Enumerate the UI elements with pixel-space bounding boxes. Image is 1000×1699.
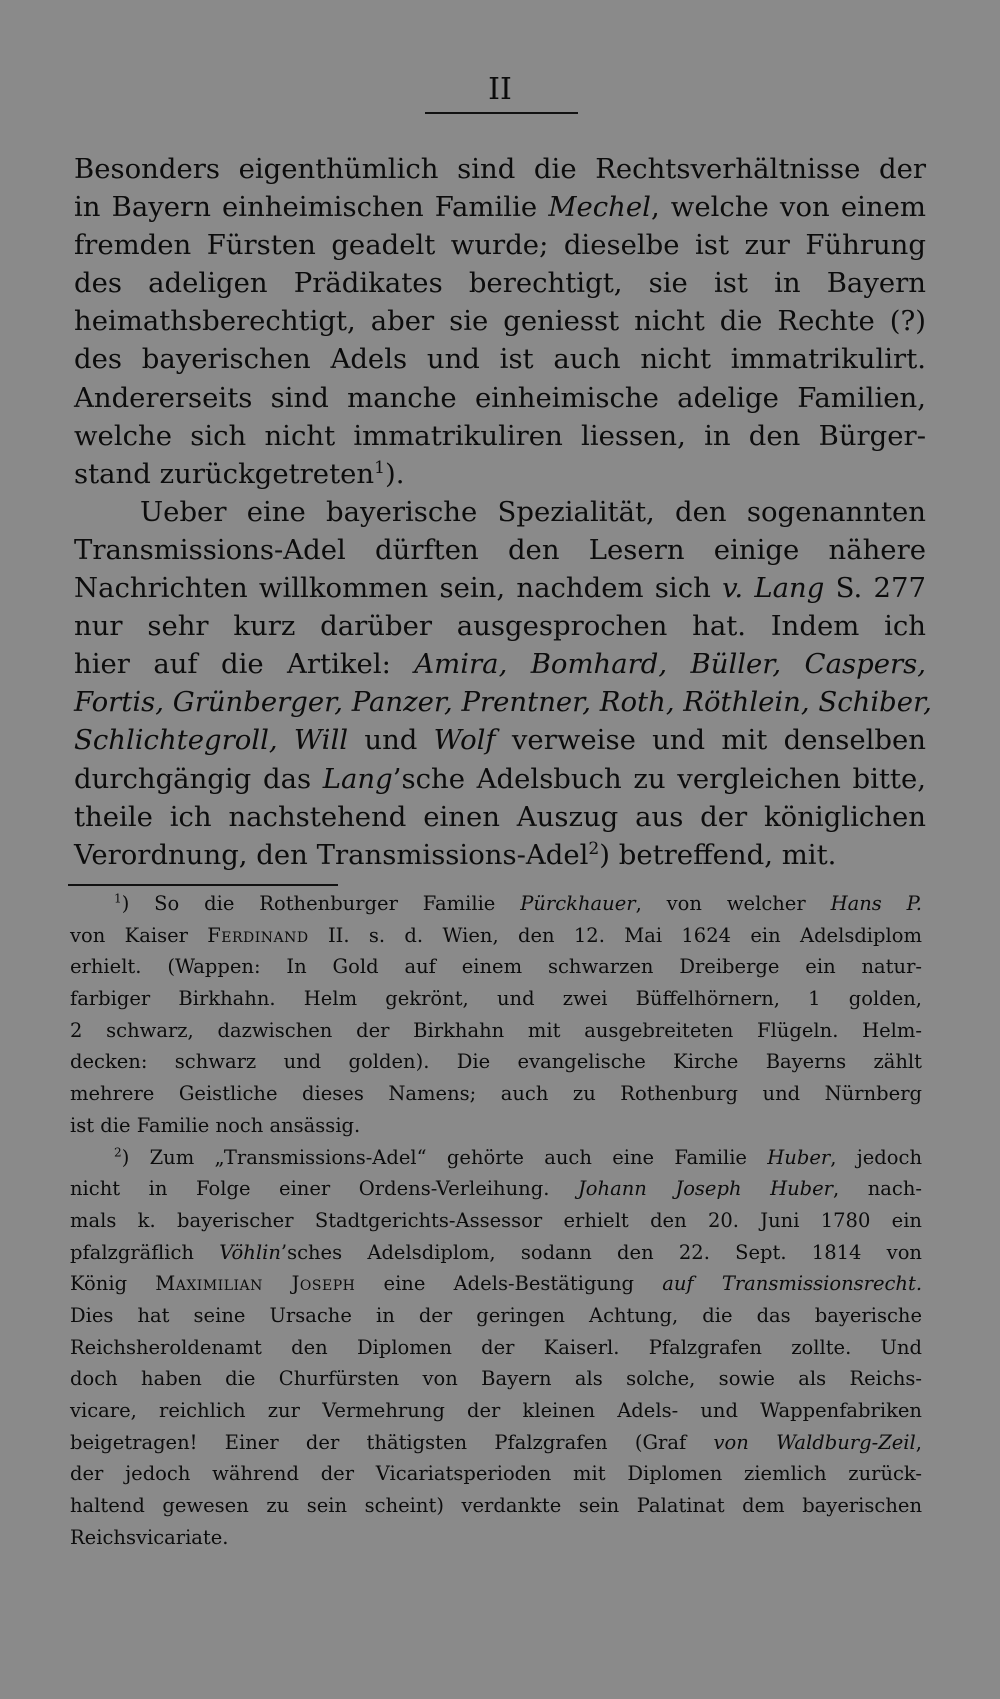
footnote-line: haltend gewesen zu sein scheint) verdankte sein Palatinat dem bayerischen (70, 1494, 922, 1518)
footnote-line: König Maximilian Joseph eine Adels-Bestätigung auf Transmissionsrecht. (70, 1272, 923, 1296)
footnote-line: Dies hat seine Ursache in der geringen Achtung, die das bayerische (70, 1303, 922, 1327)
text-line: hier auf die Artikel: Amira, Bomhard, Büller, Caspers, (74, 648, 926, 681)
footnote-line: decken: schwarz und golden). Die evangelische Kirche Bayerns zählt (70, 1050, 922, 1074)
text-line: Verordnung, den Transmissions-Adel$^2$) betreffend, mit. (74, 838, 837, 871)
text-line: welche sich nicht immatrikuliren liessen, in den Bürger- (74, 419, 926, 452)
text-line: heimathsberechtigt, aber sie geniesst nicht die Rechte (?) (74, 305, 926, 338)
footnote-line: Reichsheroldenamt den Diplomen der Kaiserl. Pfalzgrafen zollte. Und (70, 1335, 922, 1359)
header-rule (425, 112, 578, 114)
text-line: des adeligen Prädikates berechtigt, sie ist in Bayern (74, 267, 926, 300)
text-line: Schlichtegroll, Will und Wolf verweise und mit denselben (74, 724, 926, 757)
footnote-line: Reichsvicariate. (70, 1525, 229, 1549)
footnote-ref: 1 (374, 457, 385, 478)
text-line: Fortis, Grünberger, Panzer, Prentner, Roth, Röthlein, Schiber, (74, 686, 932, 719)
text-line: Besonders eigenthümlich sind die Rechtsverhältnisse der (74, 153, 926, 185)
footnote-separator (68, 884, 338, 886)
footnotes (70, 888, 922, 1553)
main-text (74, 150, 932, 874)
text-line: stand zurückgetreten$^1$). (74, 457, 405, 490)
footnote-ref: 2 (588, 838, 600, 859)
page-number: II (488, 72, 512, 107)
text-line: fremden Fürsten geadelt wurde; dieselbe ist zur Führung (74, 229, 926, 262)
footnote-line: doch haben die Churfürsten von Bayern als solche, sowie als Reichs- (70, 1367, 922, 1391)
text-line: Ueber eine bayerische Spezialität, den sogenannten (140, 495, 926, 528)
footnote-line: vicare, reichlich zur Vermehrung der kleinen Adels- und Wappenfabriken (70, 1399, 922, 1422)
footnote-line: farbiger Birkhahn. Helm gekrönt, und zwei Büffelhörnern, 1 golden, (70, 987, 922, 1011)
footnote-line: $^1$) So die Rothenburger Familie Pürckhauer, von welcher Hans P. (114, 891, 923, 915)
footnote-marker: 2 (114, 1145, 122, 1159)
footnote-line: von Kaiser Ferdinand II. s. d. Wien, den 12. Mai 1624 ein Adelsdiplom (70, 923, 922, 947)
text-line: in Bayern einheimischen Familie Mechel, welche von einem (74, 191, 926, 224)
footnote-line: erhielt. (Wappen: In Gold auf einem schwarzen Dreiberge ein natur- (70, 955, 922, 979)
footnote-line: $^2$) Zum „Transmissions-Adel“ gehörte auch eine Familie Huber, jedoch (114, 1145, 923, 1169)
footnote-line: 2 schwarz, dazwischen der Birkhahn mit ausgebreiteten Flügeln. Helm- (70, 1018, 922, 1042)
text-line: des bayerischen Adels und ist auch nicht immatrikulirt. (74, 343, 926, 376)
text-line: durchgängig das Lang’sche Adelsbuch zu vergleichen bitte, (74, 762, 926, 795)
text-line: Nachrichten willkommen sein, nachdem sich v. Lang S. 277 (74, 572, 926, 605)
text-line: nur sehr kurz darüber ausgesprochen hat. Indem ich (74, 610, 926, 643)
footnote-line: pfalzgräflich Vöhlin’sches Adelsdiplom, sodann den 22. Sept. 1814 von (70, 1240, 922, 1264)
text-line: Transmissions-Adel dürften den Lesern einige nähere (74, 533, 926, 566)
footnote-line: der jedoch während der Vicariatsperioden mit Diplomen ziemlich zurück- (70, 1462, 922, 1486)
footnote-line: mehrere Geistliche dieses Namens; auch zu Rothenburg und Nürnberg (70, 1082, 922, 1106)
footnote-marker: 1 (114, 891, 122, 906)
footnote-line: nicht in Folge einer Ordens-Verleihung. Johann Joseph Huber, nach- (70, 1177, 922, 1201)
text-line: Andererseits sind manche einheimische adelige Familien, (74, 381, 926, 414)
footnote-line: ist die Familie noch ansässig. (70, 1113, 361, 1137)
text-line: theile ich nachstehend einen Auszug aus der königlichen (74, 800, 926, 833)
footnote-line: beigetragen! Einer der thätigsten Pfalzgrafen (Graf von Waldburg-Zeil, (70, 1430, 922, 1454)
footnote-line: mals k. bayerischer Stadtgerichts-Assessor erhielt den 20. Juni 1780 ein (70, 1208, 922, 1232)
